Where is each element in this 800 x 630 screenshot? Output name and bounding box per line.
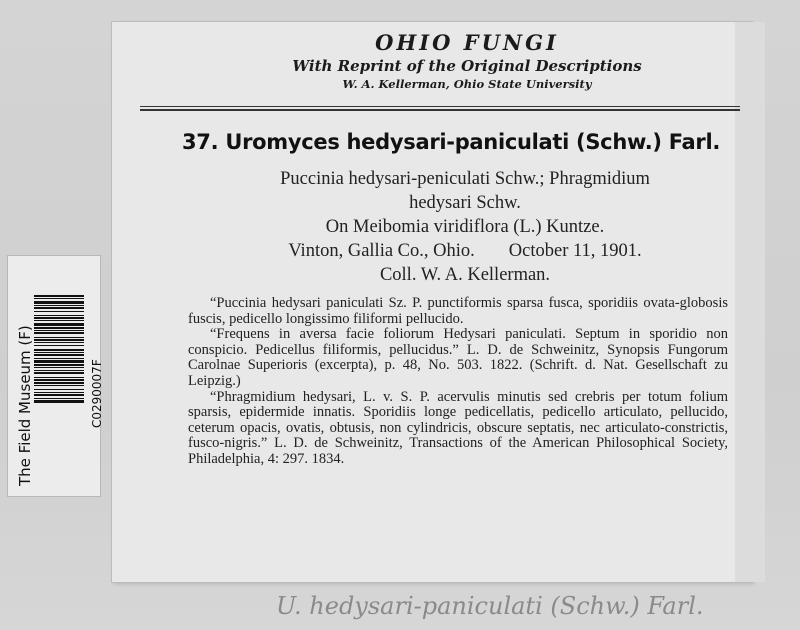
synonym-line: hedysari Schw. bbox=[409, 193, 521, 213]
description-paragraph: “Puccinia hedysari paniculati Sz. P. punctiformis sparsa fusca, sporidiis ovata-globosis fuscis, pedicello longissimo filiformi pellucido. bbox=[188, 295, 728, 327]
series-subtitle: With Reprint of the Original Descriptions bbox=[292, 57, 642, 75]
handwritten-annotation bbox=[268, 586, 788, 626]
handwritten-text: U. hedysari-paniculati (Schw.) Farl. bbox=[276, 592, 704, 620]
label-header bbox=[112, 30, 752, 91]
series-author: W. A. Kellerman, Ohio State University bbox=[342, 77, 592, 91]
divider bbox=[140, 106, 740, 107]
collector: Coll. W. A. Kellerman. bbox=[379, 265, 551, 285]
series-title: OHIO FUNGI bbox=[375, 30, 559, 55]
description-paragraph: “Phragmidium hedysari, L. v. S. P. acervulis minutis sed crebris per totum folium sparsis, epidermide innatis. Sporidiis longe pedicellatis, pedicello articulato, pellucido, ceterum opacis, ovatis, obtusis, non cylindricis, obscure septatis, nec articulato-constrictis, fusco-nigris.” L. D. de Schweinitz, Transactions of the American Philosophical Society, Philadelphia, 4: 297. 1834. bbox=[188, 388, 728, 467]
original-descriptions bbox=[188, 296, 728, 468]
divider bbox=[140, 109, 740, 111]
collection-date: October 11, 1901. bbox=[508, 241, 642, 261]
species-name bbox=[182, 130, 762, 154]
exsiccata-number: 37. bbox=[182, 130, 219, 154]
description-paragraph: “Frequens in aversa facie foliorum Hedysari paniculati. Septum in sporidio non conspicio. Pedicellus filiformis, pellucidus.” L. D. de Schweinitz, Synopsis Fungorum Carolnae Superioris (excerpta), p. 48, No. 503. 1822. (Schrift. d. Nat. Gesellschaft zu Leipzig.) bbox=[188, 326, 728, 389]
host-line: On Meibomia viridiflora (L.) Kuntze. bbox=[325, 217, 605, 237]
institution-name: The Field Museum (F) bbox=[16, 325, 34, 486]
locality-date-line bbox=[200, 239, 730, 263]
synonym-line: Puccinia hedysari-peniculati Schw.; Phragmidium bbox=[280, 169, 650, 189]
collection-details bbox=[200, 167, 730, 287]
catalog-number: C0290007F bbox=[90, 359, 104, 428]
species-binomial: Uromyces hedysari-paniculati (Schw.) Farl. bbox=[225, 130, 721, 154]
locality: Vinton, Gallia Co., Ohio. bbox=[288, 241, 475, 261]
barcode-icon bbox=[34, 295, 84, 487]
